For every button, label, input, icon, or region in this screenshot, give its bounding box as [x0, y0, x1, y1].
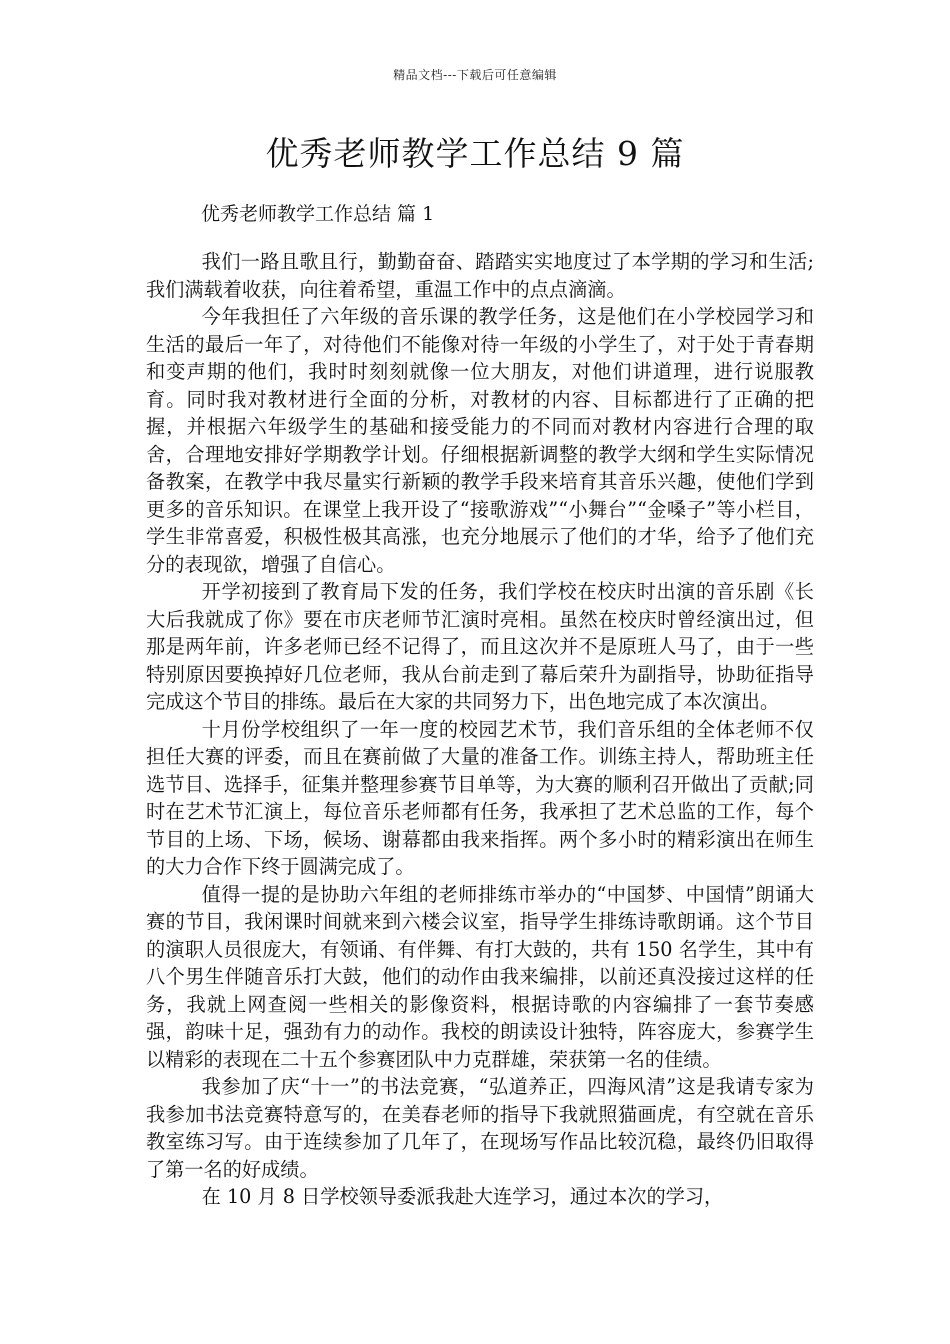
paragraph: 开学初接到了教育局下发的任务，我们学校在校庆时出演的音乐剧《长大后我就成了你》要在市庆老师节汇演时亮相。虽然在校庆时曾经演出过，但那是两年前，许多老师已经不记得了，而且这次并不是原班人马了，由于一些特别原因要换掉好几位老师，我从台前走到了幕后荣升为副指导，协助征指导完成这个节目的排练。最后在大家的共同努力下，出色地完成了本次演出。 [146, 580, 814, 713]
document-title: 优秀老师教学工作总结 9 篇 [265, 134, 685, 173]
paragraph: 我们一路且歌且行，勤勤奋奋、踏踏实实地度过了本学期的学习和生活;我们满载着收获，向往着希望，重温工作中的点点滴滴。 [146, 250, 814, 301]
paragraph: 在 10 月 8 日学校领导委派我赴大连学习，通过本次的学习， [201, 1185, 724, 1208]
paragraph: 值得一提的是协助六年组的老师排练市举办的“中国梦、中国情”朗诵大赛的节目，我闲课时间就来到六楼会议室，指导学生排练诗歌朗诵。这个节目的演职人员很庞大，有领诵、有伴舞、有打大鼓的，共有 150 名学生，其中有八个男生伴随音乐打大鼓，他们的动作由我来编排，以前还真没接过这样的任务，我就上网查阅一些相关的影像资料，根据诗歌的内容编排了一套节奏感强，韵味十足，强劲有力的动作。我校的朗读设计独特，阵容庞大，参赛学生以精彩的表现在二十五个参赛团队中力克群雄，荣获第一名的佳绩。 [146, 882, 814, 1071]
paragraph: 我参加了庆“十一”的书法竞赛，“弘道养正，四海风清”这是我请专家为我参加书法竞赛特意写的，在美春老师的指导下我就照猫画虎，有空就在音乐教室练习写。由于连续参加了几年了，在现场写作品比较沉稳，最终仍旧取得了第一名的好成绩。 [146, 1075, 814, 1181]
section-heading: 优秀老师教学工作总结 篇 1 [201, 203, 435, 225]
header-note: 精品文档---下载后可任意编辑 [393, 68, 557, 82]
paragraph: 今年我担任了六年级的音乐课的教学任务，这是他们在小学校园学习和生活的最后一年了，对待他们不能像对待一年级的小学生了，对于处于青春期和变声期的他们，我时时刻刻就像一位大朋友，对他们讲道理，进行说服教育。同时我对教材进行全面的分析，对教材的内容、目标都进行了正确的把握，并根据六年级学生的基础和接受能力的不同而对教材内容进行合理的取舍，合理地安排好学期教学计划。仔细根据新调整的教学大纲和学生实际情况备教案，在教学中我尽量实行新颖的教学手段来培育其音乐兴趣，使他们学到更多的音乐知识。在课堂上我开设了“接歌游戏”“小舞台”“金嗓子”等小栏目，学生非常喜爱，积极性极其高涨，也充分地展示了他们的才华，给予了他们充分的表现欲，增强了自信心。 [146, 305, 814, 576]
body-text [146, 248, 814, 1211]
paragraph: 十月份学校组织了一年一度的校园艺术节，我们音乐组的全体老师不仅担任大赛的评委，而且在赛前做了大量的准备工作。训练主持人，帮助班主任选节目、选择手，征集并整理参赛节目单等，为大赛的顺利召开做出了贡献;同时在艺术节汇演上，每位音乐老师都有任务，我承担了艺术总监的工作，每个节目的上场、下场，候场、谢幕都由我来指挥。两个多小时的精彩演出在师生的大力合作下终于圆满完成了。 [146, 717, 814, 878]
